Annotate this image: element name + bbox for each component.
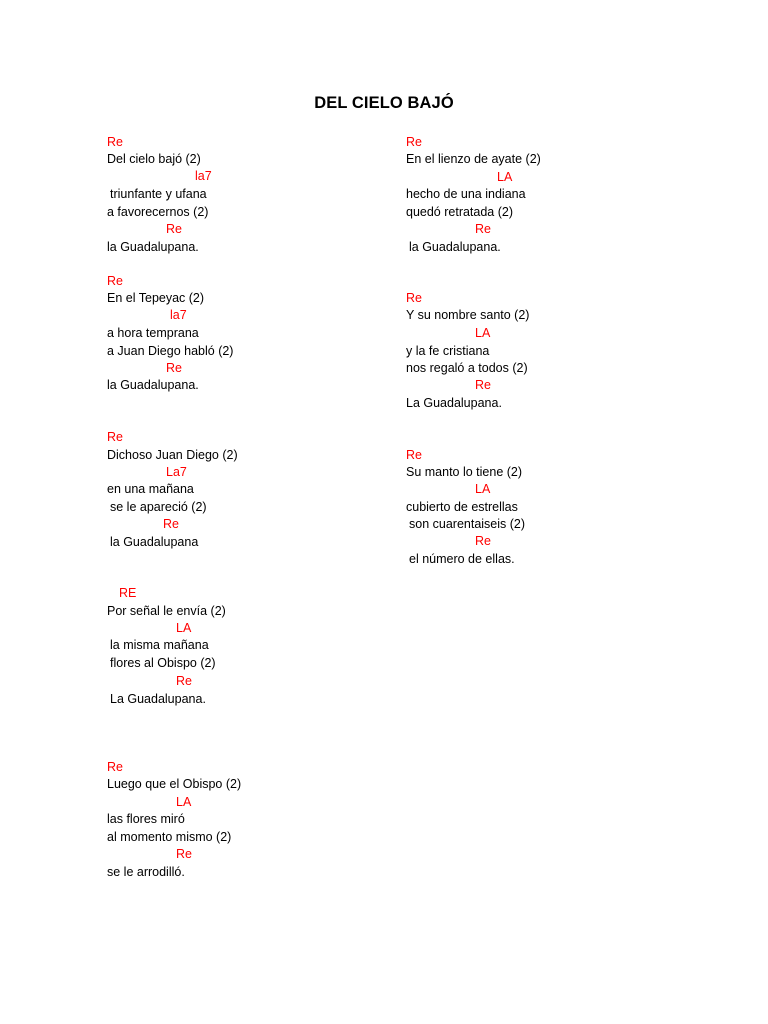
lyric-line: las flores miró: [107, 812, 185, 826]
chord-line: Re: [107, 274, 123, 288]
chord-line: Re: [475, 222, 491, 236]
chord-line: Re: [166, 222, 182, 236]
chord-line: Re: [163, 517, 179, 531]
lyric-line: y la fe cristiana: [406, 344, 490, 358]
lyric-line: cubierto de estrellas: [406, 500, 518, 514]
lyric-line: la Guadalupana.: [107, 378, 199, 392]
lyric-line: Luego que el Obispo (2): [107, 777, 242, 791]
lyric-line: En el lienzo de ayate (2): [406, 152, 541, 166]
lyric-line: son cuarentaiseis (2): [409, 517, 526, 531]
chord-line: LA: [475, 326, 491, 340]
chord-line: Re: [406, 448, 422, 462]
lyric-line: Su manto lo tiene (2): [406, 465, 523, 479]
chord-line: Re: [107, 760, 123, 774]
lyric-line: triunfante y ufana: [110, 187, 207, 201]
chord-line: LA: [475, 482, 491, 496]
lyric-line: a Juan Diego habló (2): [107, 344, 234, 358]
lyric-line: se le arrodilló.: [107, 865, 185, 879]
lyric-line: En el Tepeyac (2): [107, 291, 205, 305]
song-title: DEL CIELO BAJÓ: [314, 94, 454, 112]
lyric-line: al momento mismo (2): [107, 830, 232, 844]
lyric-line: la misma mañana: [110, 638, 209, 652]
lyric-line: la Guadalupana.: [107, 240, 199, 254]
lyric-line: Por señal le envía (2): [107, 604, 226, 618]
chord-line: La7: [166, 465, 187, 479]
chord-line: LA: [497, 170, 513, 184]
chord-line: Re: [176, 674, 192, 688]
lyric-line: La Guadalupana.: [110, 692, 206, 706]
lyric-line: flores al Obispo (2): [110, 656, 216, 670]
chord-line: LA: [176, 621, 192, 635]
lyric-line: Dichoso Juan Diego (2): [107, 448, 238, 462]
lyric-line: se le apareció (2): [110, 500, 207, 514]
lyric-line: el número de ellas.: [409, 552, 515, 566]
chord-line: la7: [170, 308, 187, 322]
chord-line: RE: [119, 586, 137, 600]
chord-line: Re: [107, 135, 123, 149]
chord-line: LA: [176, 795, 192, 809]
lyric-line: La Guadalupana.: [406, 396, 502, 410]
chord-line: Re: [166, 361, 182, 375]
lyric-line: la Guadalupana: [110, 535, 199, 549]
chord-line: la7: [195, 169, 212, 183]
lyric-line: Y su nombre santo (2): [406, 308, 530, 322]
lyric-line: a hora temprana: [107, 326, 199, 340]
chord-line: Re: [475, 534, 491, 548]
chord-line: Re: [475, 378, 491, 392]
lyric-line: a favorecernos (2): [107, 205, 209, 219]
lyric-line: la Guadalupana.: [409, 240, 501, 254]
lyric-line: hecho de una indiana: [406, 187, 526, 201]
lyric-line: quedó retratada (2): [406, 205, 514, 219]
chord-line: Re: [406, 135, 422, 149]
lyric-line: en una mañana: [107, 482, 194, 496]
chord-line: Re: [176, 847, 192, 861]
chord-line: Re: [107, 430, 123, 444]
lyric-line: Del cielo bajó (2): [107, 152, 201, 166]
lyric-line: nos regaló a todos (2): [406, 361, 528, 375]
chord-line: Re: [406, 291, 422, 305]
